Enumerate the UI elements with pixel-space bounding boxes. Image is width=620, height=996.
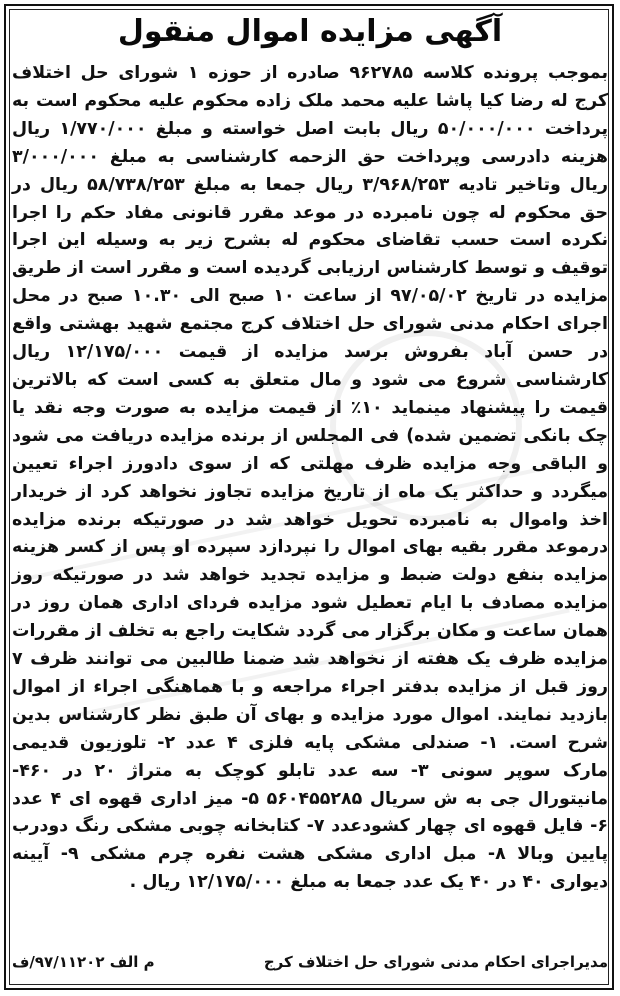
notice-footer [12,948,608,976]
reference-number: م الف ۹۷/۱۱۲۰۲/ف [12,953,155,971]
notice-title: آگهی مزایده اموال منقول [117,14,503,49]
signature-line: مدیراجرای احکام مدنی شورای حل اختلاف کرج [263,953,608,971]
notice-body: بموجب پرونده کلاسه ۹۶۲۷۸۵ صادره از حوزه ۱ شورای حل اختلاف کرج له رضا کیا پاشا علیه محمد ملک زاده محکوم علیه محکوم است به پرداخت ۵۰/۰۰۰/۰۰۰ ریال بابت اصل خواسته و مبلغ ۱/۷۷۰/۰۰۰ ریال هزینه دادرسی وپرداخت حق الزحمه کارشناسی به مبلغ ۳/۰۰۰/۰۰۰ ریال وتاخیر تادیه ۳/۹۶۸/۲۵۳ ریال جمعا به مبلغ ۵۸/۷۳۸/۲۵۳ ریال در حق محکوم له چون نامبرده در موعد مقرر قانونی مفاد حکم را اجرا نکرده است حسب تقاضای محکوم له بشرح زیر به وسیله این اجرا توقیف و توسط کارشناس ارزیابی گردیده است و مقرر است از طریق مزایده در تاریخ ۹۷/۰۵/۰۲ از ساعت ۱۰ صبح الی ۱۰.۳۰ صبح در محل اجرای احکام مدنی شورای حل اختلاف کرج مجتمع شهید بهشتی واقع در حسن آباد بفروش برسد مزایده از قیمت ۱۲/۱۷۵/۰۰۰ ریال کارشناسی شروع می شود و مال متعلق به کسی است که بالاترین قیمت را پیشنهاد مینماید ۱۰٪ از قیمت مزایده به صورت وجه نقد یا چک بانکی تضمین شده) فی المجلس از برنده مزایده دریافت می شود و الباقی وجه مزایده ظرف مهلتی که از سوی دادورز اجراء تعیین میگردد و حداکثر یک ماه از تاریخ مزایده تجاوز نخواهد کرد از خریدار اخذ واموال به نامبرده تحویل خواهد شد در صورتیکه برنده مزایده درموعد مقرر بقیه بهای اموال را نپردازد سپرده او پس از کسر هزینه مزایده بنفع دولت ضبط و مزایده تجدید خواهد شد در صورتیکه روز مزایده مصادف با ایام تعطیل شود مزایده فردای اداری همان روز در همان ساعت و مکان برگزار می گردد شکایت راجع به تخلف از مقررات مزایده ظرف یک هفته از نخواهد شد ضمنا طالبین می توانند ظرف ۷ روز قبل از مزایده بدفتر اجراء مراجعه و با هماهنگی اجراء از اموال بازدید نمایند. اموال مورد مزایده و بهای آن طبق نظر کارشناس بدین شرح است. ۱- صندلی مشکی پایه فلزی ۴ عدد ۲- تلوزیون قدیمی مارک سوپر سونی ۳- سه عدد تابلو کوچک به متراژ ۲۰ در ۴۶۰- مانیتورال جی به ش سریال ۵۶۰۴۵۵۲۸۵ ۵- میز اداری قهوه ای ۴ عدد ۶- فایل قهوه ای چهار کشودعدد ۷- کتابخانه چوبی مشکی رنگ دودرب پایین وبالا ۸- مبل اداری مشکی هشت نفره چرم مشکی ۹- آیینه دیواری ۴۰ در ۴۰ یک عدد جمعا به مبلغ ۱۲/۱۷۵/۰۰۰ ریال . [12,63,609,893]
